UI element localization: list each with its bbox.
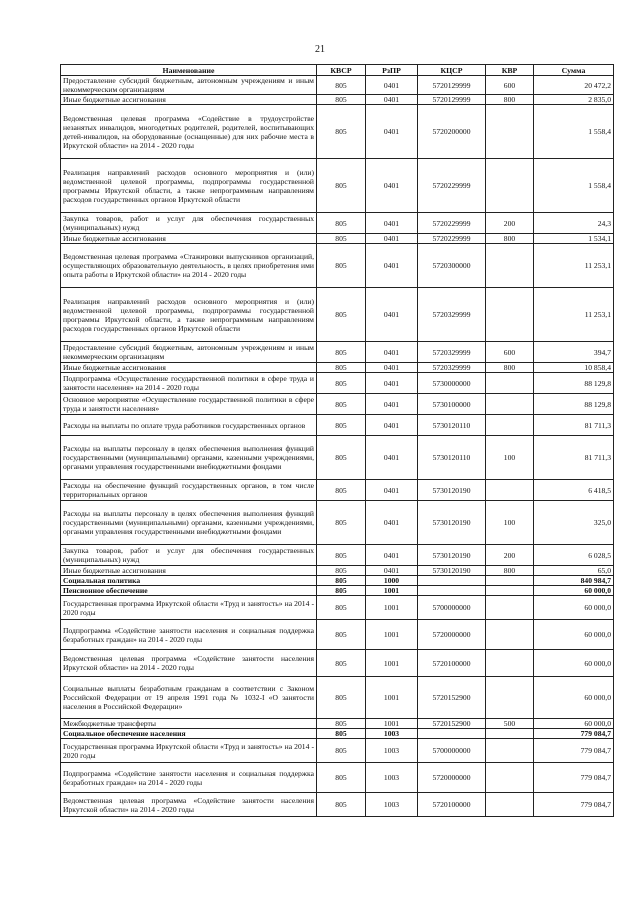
cell-sum: 11 253,1 [534, 244, 614, 288]
cell-name: Ведомственная целевая программа «Содействие занятости населения Иркутской области» на 2014 - 2020 годы [61, 793, 317, 817]
table-header-row [61, 65, 614, 76]
cell-name: Социальное обеспечение населения [61, 729, 317, 739]
table-row [61, 244, 614, 288]
cell-kcsr: 5730120190 [418, 545, 486, 566]
cell-rzpr: 0401 [366, 436, 418, 480]
cell-name: Реализация направлений расходов основного мероприятия и (или) ведомственной целевой программы, подпрограммы государственной программы Иркутской области, а также непрограммным направлениям расходов государственных органов Иркутской области [61, 159, 317, 213]
cell-kcsr: 5730000000 [418, 373, 486, 394]
cell-kcsr: 5720229999 [418, 213, 486, 234]
cell-kvr: 500 [486, 719, 534, 729]
cell-kvr [486, 586, 534, 596]
cell-kvsr: 805 [317, 763, 366, 793]
cell-kvsr: 805 [317, 480, 366, 501]
cell-kvr [486, 105, 534, 159]
cell-name: Подпрограмма «Содействие занятости населения и социальная поддержка безработных граждан» на 2014 - 2020 годы [61, 763, 317, 793]
cell-sum: 24,3 [534, 213, 614, 234]
cell-kvr: 800 [486, 566, 534, 576]
cell-kvsr: 805 [317, 729, 366, 739]
cell-kvsr: 805 [317, 650, 366, 677]
table-row [61, 213, 614, 234]
cell-kvsr: 805 [317, 545, 366, 566]
cell-kvr: 600 [486, 76, 534, 95]
cell-sum: 88 129,8 [534, 373, 614, 394]
cell-sum: 60 000,0 [534, 586, 614, 596]
cell-kcsr: 5720152900 [418, 677, 486, 719]
cell-rzpr: 0401 [366, 394, 418, 415]
cell-name: Пенсионное обеспечение [61, 586, 317, 596]
cell-kvsr: 805 [317, 436, 366, 480]
table-body [61, 76, 614, 817]
cell-kcsr [418, 586, 486, 596]
table-row [61, 373, 614, 394]
cell-rzpr: 1001 [366, 586, 418, 596]
cell-kvsr: 805 [317, 159, 366, 213]
cell-rzpr: 1001 [366, 650, 418, 677]
cell-rzpr: 0401 [366, 363, 418, 373]
cell-kcsr: 5720152900 [418, 719, 486, 729]
cell-name: Иные бюджетные ассигнования [61, 363, 317, 373]
cell-name: Ведомственная целевая программа «Содействие занятости населения Иркутской области» на 2014 - 2020 годы [61, 650, 317, 677]
cell-rzpr: 0401 [366, 95, 418, 105]
cell-kvsr: 805 [317, 566, 366, 576]
cell-rzpr: 0401 [366, 480, 418, 501]
cell-sum: 65,0 [534, 566, 614, 576]
cell-kvsr: 805 [317, 586, 366, 596]
cell-kvr [486, 159, 534, 213]
budget-table [60, 64, 614, 817]
cell-name: Расходы на выплаты персоналу в целях обеспечения выполнения функций государственными (муниципальными) органами, казенными учреждениями, органами управления государственными внебюджетными фондами [61, 436, 317, 480]
cell-name: Ведомственная целевая программа «Стажировки выпускников организаций, осуществляющих образовательную деятельность, в целях приобретения ими опыта работы в Иркутской области» на 2014 - 2020 годы [61, 244, 317, 288]
cell-kcsr: 5720329999 [418, 342, 486, 363]
cell-name: Реализация направлений расходов основного мероприятия и (или) ведомственной целевой программы, подпрограммы государственной программы Иркутской области, а также непрограммным направлениям расходов государственных органов Иркутской области [61, 288, 317, 342]
table-row [61, 586, 614, 596]
table-row [61, 76, 614, 95]
cell-kcsr: 5720329999 [418, 363, 486, 373]
table-row [61, 566, 614, 576]
cell-kvr: 200 [486, 213, 534, 234]
cell-sum: 11 253,1 [534, 288, 614, 342]
cell-kvsr: 805 [317, 342, 366, 363]
cell-rzpr: 0401 [366, 159, 418, 213]
cell-kvsr: 805 [317, 677, 366, 719]
cell-rzpr: 0401 [366, 244, 418, 288]
cell-rzpr: 0401 [366, 342, 418, 363]
table-row [61, 501, 614, 545]
cell-kvr [486, 729, 534, 739]
cell-kcsr: 5720129999 [418, 76, 486, 95]
table-row [61, 95, 614, 105]
cell-kvr: 200 [486, 545, 534, 566]
cell-kvsr: 805 [317, 394, 366, 415]
cell-sum: 60 000,0 [534, 677, 614, 719]
cell-kvsr: 805 [317, 501, 366, 545]
cell-kcsr: 5730120110 [418, 415, 486, 436]
cell-kvr [486, 373, 534, 394]
cell-sum: 6 028,5 [534, 545, 614, 566]
cell-sum: 779 084,7 [534, 763, 614, 793]
header-kvr: КВР [486, 65, 534, 76]
table-row [61, 545, 614, 566]
cell-kvr [486, 480, 534, 501]
cell-name: Межбюджетные трансферты [61, 719, 317, 729]
header-sum: Сумма [534, 65, 614, 76]
table-row [61, 105, 614, 159]
cell-sum: 20 472,2 [534, 76, 614, 95]
cell-sum: 779 084,7 [534, 793, 614, 817]
cell-sum: 60 000,0 [534, 719, 614, 729]
cell-rzpr: 0401 [366, 213, 418, 234]
header-rzpr: РзПР [366, 65, 418, 76]
cell-kcsr: 5720229999 [418, 159, 486, 213]
cell-kcsr: 5700000000 [418, 739, 486, 763]
cell-kvr: 800 [486, 234, 534, 244]
cell-kvsr: 805 [317, 105, 366, 159]
cell-name: Иные бюджетные ассигнования [61, 95, 317, 105]
table-row [61, 793, 614, 817]
cell-kcsr: 5720200000 [418, 105, 486, 159]
cell-rzpr: 1001 [366, 719, 418, 729]
cell-kvr [486, 677, 534, 719]
cell-name: Государственная программа Иркутской области «Труд и занятость» на 2014 - 2020 годы [61, 596, 317, 620]
cell-kvsr: 805 [317, 373, 366, 394]
cell-rzpr: 1003 [366, 739, 418, 763]
cell-kvr [486, 576, 534, 586]
cell-sum: 779 084,7 [534, 729, 614, 739]
cell-rzpr: 0401 [366, 76, 418, 95]
table-row [61, 763, 614, 793]
cell-kcsr: 5720000000 [418, 620, 486, 650]
cell-name: Подпрограмма «Содействие занятости населения и социальная поддержка безработных граждан» на 2014 - 2020 годы [61, 620, 317, 650]
table-row [61, 596, 614, 620]
table-row [61, 342, 614, 363]
cell-kvr [486, 793, 534, 817]
header-kvsr: КВСР [317, 65, 366, 76]
cell-rzpr: 0401 [366, 566, 418, 576]
table-row [61, 650, 614, 677]
cell-kvsr: 805 [317, 415, 366, 436]
table-row [61, 739, 614, 763]
cell-kcsr: 5730120190 [418, 480, 486, 501]
cell-kvsr: 805 [317, 620, 366, 650]
cell-sum: 88 129,8 [534, 394, 614, 415]
cell-kvr [486, 763, 534, 793]
cell-kcsr [418, 576, 486, 586]
cell-rzpr: 1001 [366, 596, 418, 620]
cell-name: Расходы на выплаты по оплате труда работников государственных органов [61, 415, 317, 436]
cell-kvr [486, 739, 534, 763]
cell-sum: 1 558,4 [534, 159, 614, 213]
cell-rzpr: 1000 [366, 576, 418, 586]
cell-kcsr: 5730120110 [418, 436, 486, 480]
cell-kvr [486, 620, 534, 650]
cell-sum: 2 835,0 [534, 95, 614, 105]
cell-kvr: 600 [486, 342, 534, 363]
cell-sum: 1 534,1 [534, 234, 614, 244]
page-number: 21 [315, 44, 325, 55]
cell-kvr [486, 650, 534, 677]
cell-sum: 81 711,3 [534, 415, 614, 436]
cell-kvr [486, 596, 534, 620]
cell-name: Основное мероприятие «Осуществление государственной политики в сфере труда и занятости населения» [61, 394, 317, 415]
cell-kcsr [418, 729, 486, 739]
cell-rzpr: 0401 [366, 415, 418, 436]
cell-rzpr: 0401 [366, 545, 418, 566]
cell-name: Социальные выплаты безработным гражданам в соответствии с Законом Российской Федерации от 19 апреля 1991 года № 1032-I «О занятости населения в Российской Федерации» [61, 677, 317, 719]
cell-sum: 325,0 [534, 501, 614, 545]
cell-kvr [486, 415, 534, 436]
cell-sum: 840 984,7 [534, 576, 614, 586]
cell-rzpr: 1003 [366, 793, 418, 817]
cell-sum: 60 000,0 [534, 650, 614, 677]
cell-kvr [486, 244, 534, 288]
cell-sum: 6 418,5 [534, 480, 614, 501]
cell-kcsr: 5720229999 [418, 234, 486, 244]
cell-kvsr: 805 [317, 234, 366, 244]
cell-kvr: 800 [486, 363, 534, 373]
cell-kvsr: 805 [317, 793, 366, 817]
cell-kcsr: 5720300000 [418, 244, 486, 288]
cell-name: Предоставление субсидий бюджетным, автономным учреждениям и иным некоммерческим организациям [61, 342, 317, 363]
cell-rzpr: 0401 [366, 105, 418, 159]
cell-sum: 1 558,4 [534, 105, 614, 159]
table-row [61, 729, 614, 739]
header-name: Наименование [61, 65, 317, 76]
cell-kcsr: 5730120190 [418, 566, 486, 576]
cell-kcsr: 5720129999 [418, 95, 486, 105]
cell-rzpr: 1001 [366, 620, 418, 650]
cell-kcsr: 5720329999 [418, 288, 486, 342]
cell-name: Подпрограмма «Осуществление государственной политики в сфере труда и занятости населения» на 2014 - 2020 годы [61, 373, 317, 394]
cell-kvr: 100 [486, 436, 534, 480]
cell-rzpr: 0401 [366, 373, 418, 394]
cell-kcsr: 5720100000 [418, 650, 486, 677]
table-row [61, 159, 614, 213]
cell-kcsr: 5730100000 [418, 394, 486, 415]
cell-kvsr: 805 [317, 213, 366, 234]
cell-sum: 60 000,0 [534, 620, 614, 650]
cell-kvr: 100 [486, 501, 534, 545]
table-row [61, 677, 614, 719]
table-row [61, 480, 614, 501]
table-row [61, 234, 614, 244]
cell-name: Иные бюджетные ассигнования [61, 566, 317, 576]
table-row [61, 436, 614, 480]
cell-sum: 394,7 [534, 342, 614, 363]
cell-sum: 81 711,3 [534, 436, 614, 480]
cell-sum: 779 084,7 [534, 739, 614, 763]
cell-name: Иные бюджетные ассигнования [61, 234, 317, 244]
cell-kcsr: 5720000000 [418, 763, 486, 793]
table-row [61, 719, 614, 729]
cell-name: Закупка товаров, работ и услуг для обеспечения государственных (муниципальных) нужд [61, 545, 317, 566]
cell-rzpr: 0401 [366, 234, 418, 244]
cell-rzpr: 0401 [366, 501, 418, 545]
cell-name: Закупка товаров, работ и услуг для обеспечения государственных (муниципальных) нужд [61, 213, 317, 234]
cell-kvsr: 805 [317, 719, 366, 729]
cell-kcsr: 5720100000 [418, 793, 486, 817]
cell-sum: 60 000,0 [534, 596, 614, 620]
cell-kvsr: 805 [317, 739, 366, 763]
cell-name: Расходы на выплаты персоналу в целях обеспечения выполнения функций государственными (муниципальными) органами, казенными учреждениями, органами управления государственными внебюджетными фондами [61, 501, 317, 545]
cell-name: Социальная политика [61, 576, 317, 586]
cell-kvr [486, 394, 534, 415]
table-row [61, 288, 614, 342]
cell-name: Предоставление субсидий бюджетным, автономным учреждениям и иным некоммерческим организациям [61, 76, 317, 95]
cell-rzpr: 1003 [366, 729, 418, 739]
cell-kvsr: 805 [317, 596, 366, 620]
cell-name: Расходы на обеспечение функций государственных органов, в том числе территориальных органов [61, 480, 317, 501]
cell-kvsr: 805 [317, 244, 366, 288]
cell-sum: 10 858,4 [534, 363, 614, 373]
cell-kcsr: 5700000000 [418, 596, 486, 620]
cell-kcsr: 5730120190 [418, 501, 486, 545]
cell-rzpr: 1003 [366, 763, 418, 793]
cell-kvsr: 805 [317, 363, 366, 373]
table-row [61, 363, 614, 373]
cell-name: Ведомственная целевая программа «Содействие в трудоустройстве незанятых инвалидов, многодетных родителей, родителей, воспитывающих детей-инвалидов, на оборудованные (оснащенные) для них рабочие места в Иркутской области» на 2014 - 2020 годы [61, 105, 317, 159]
cell-rzpr: 0401 [366, 288, 418, 342]
cell-name: Государственная программа Иркутской области «Труд и занятость» на 2014 - 2020 годы [61, 739, 317, 763]
table-row [61, 394, 614, 415]
cell-kvr: 800 [486, 95, 534, 105]
cell-kvsr: 805 [317, 76, 366, 95]
table-row [61, 576, 614, 586]
cell-kvsr: 805 [317, 288, 366, 342]
table-row [61, 415, 614, 436]
cell-kvsr: 805 [317, 95, 366, 105]
table-row [61, 620, 614, 650]
cell-kvsr: 805 [317, 576, 366, 586]
cell-rzpr: 1001 [366, 677, 418, 719]
header-kcsr: КЦСР [418, 65, 486, 76]
cell-kvr [486, 288, 534, 342]
